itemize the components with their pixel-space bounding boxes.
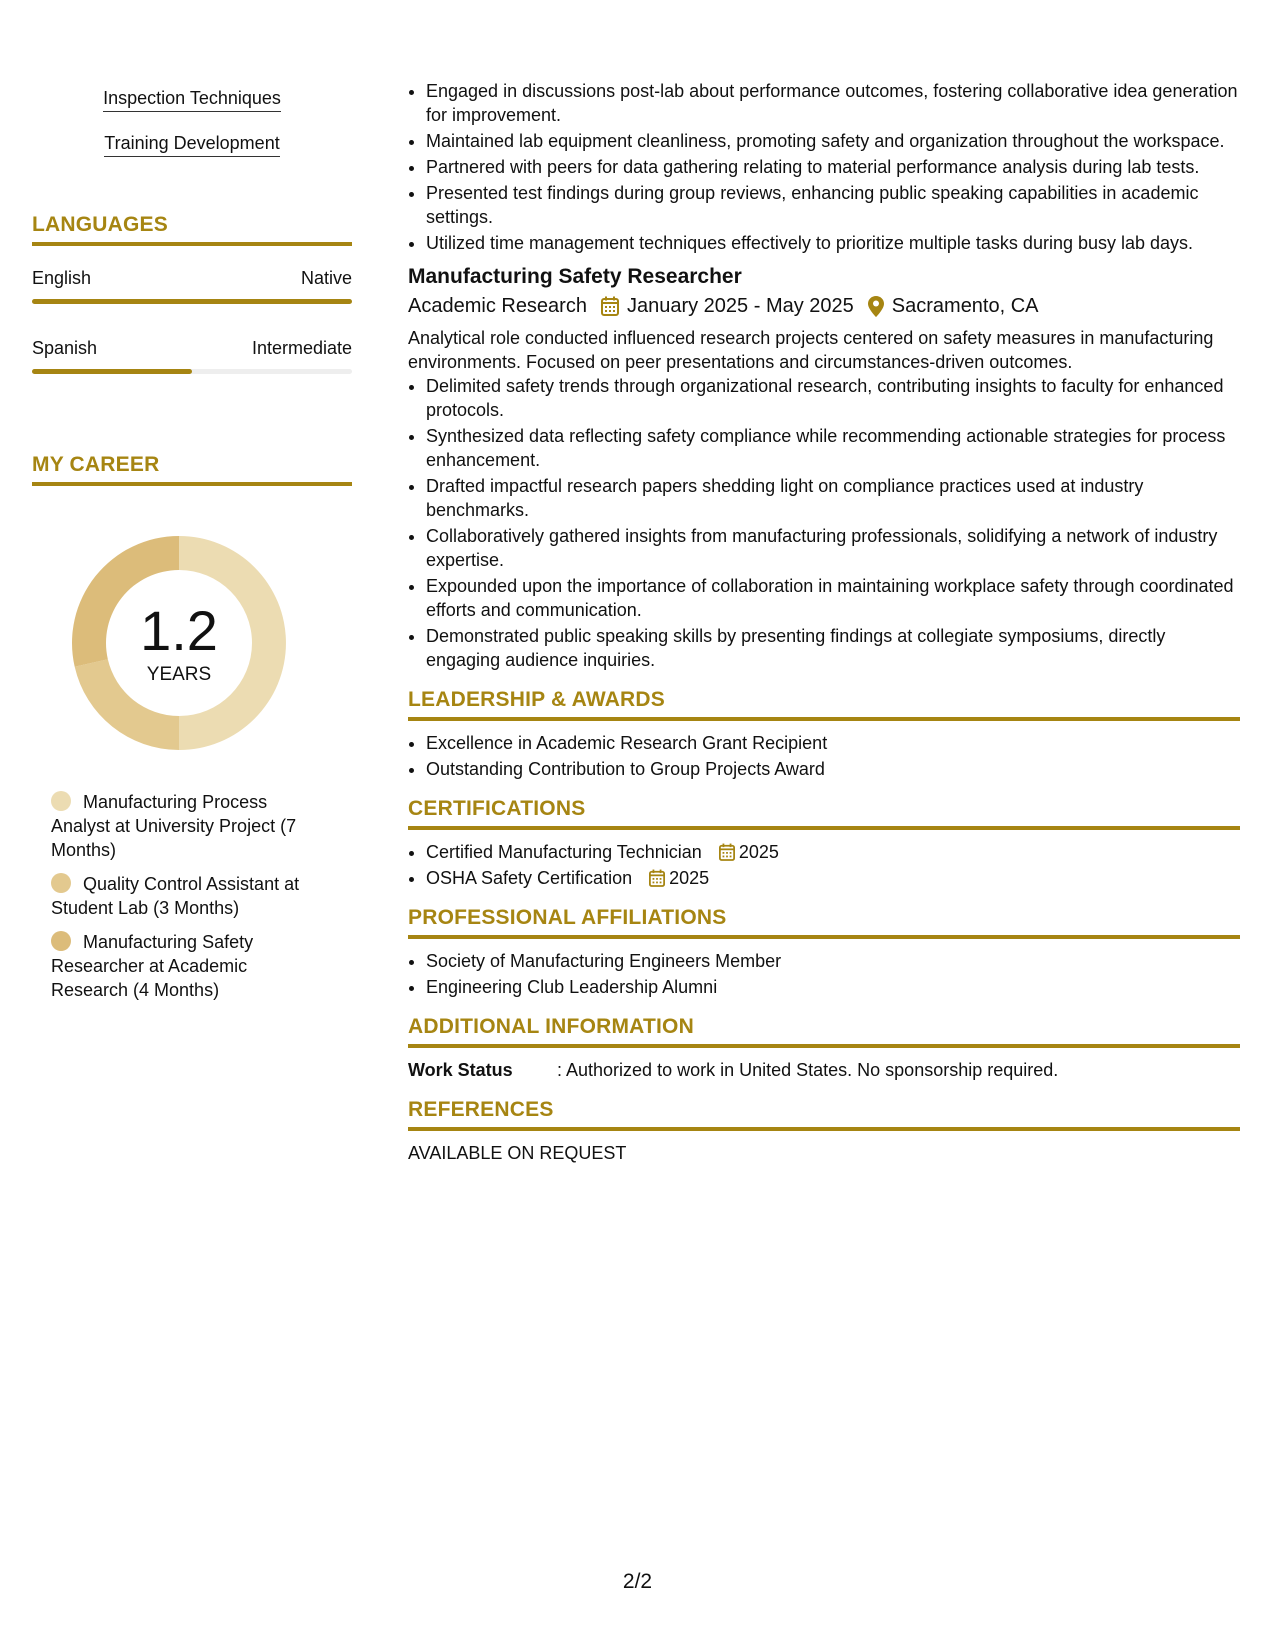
bullet-item: • Demonstrated public speaking skills by presenting findings at collegiate symposiums, directly engaging audience inquiries. bbox=[426, 624, 1240, 672]
calendar-icon bbox=[719, 843, 735, 861]
legend-label: Quality Control Assistant at Student Lab (3 Months) bbox=[51, 874, 300, 918]
references-heading: REFERENCES bbox=[408, 1098, 1240, 1131]
language-bar bbox=[32, 299, 352, 304]
award-item: • Outstanding Contribution to Group Projects Award bbox=[426, 757, 1240, 781]
certifications-section bbox=[408, 797, 1240, 890]
additional-info-heading: ADDITIONAL INFORMATION bbox=[408, 1015, 1240, 1048]
certification-item bbox=[426, 840, 1240, 864]
work-status-row bbox=[408, 1058, 1240, 1082]
bullet-item: • Utilized time management techniques effectively to prioritize multiple tasks during busy lab days. bbox=[426, 231, 1240, 255]
affiliations-section bbox=[408, 906, 1240, 999]
career-legend bbox=[51, 790, 321, 1012]
skill-label: Inspection Techniques bbox=[103, 88, 281, 112]
affiliation-item: • Society of Manufacturing Engineers Member bbox=[426, 949, 1240, 973]
calendar-icon bbox=[601, 296, 619, 316]
career-donut-chart bbox=[66, 530, 292, 756]
affiliation-item: • Engineering Club Leadership Alumni bbox=[426, 975, 1240, 999]
language-bar-fill bbox=[32, 299, 352, 304]
bullet-item: • Maintained lab equipment cleanliness, promoting safety and organization throughout the workspace. bbox=[426, 129, 1240, 153]
affiliations-heading: PROFESSIONAL AFFILIATIONS bbox=[408, 906, 1240, 939]
language-level: Native bbox=[300, 268, 352, 288]
certification-item bbox=[426, 866, 1240, 890]
legend-label: Manufacturing Process Analyst at University Project (7 Months) bbox=[51, 792, 297, 860]
job-dates: January 2025 - May 2025 bbox=[626, 295, 854, 317]
career-unit: YEARS bbox=[146, 664, 212, 685]
references-text: AVAILABLE ON REQUEST bbox=[408, 1143, 627, 1163]
legend-dot bbox=[51, 931, 71, 951]
legend-item bbox=[51, 790, 321, 862]
job-bullets bbox=[408, 374, 1240, 672]
career-total: 1.2 bbox=[140, 599, 218, 662]
previous-job-bullets bbox=[408, 79, 1240, 255]
language-name: Spanish bbox=[32, 338, 98, 358]
calendar-icon bbox=[649, 869, 665, 887]
certification-year: 2025 bbox=[738, 842, 779, 862]
job-meta bbox=[408, 294, 1240, 318]
skill-item bbox=[32, 88, 352, 112]
legend-dot bbox=[51, 873, 71, 893]
additional-info-section bbox=[408, 1015, 1240, 1082]
main-content bbox=[408, 79, 1240, 1165]
certification-name: OSHA Safety Certification bbox=[426, 868, 633, 888]
award-item: • Excellence in Academic Research Grant Recipient bbox=[426, 731, 1240, 755]
legend-item bbox=[51, 872, 321, 920]
language-level: Intermediate bbox=[251, 338, 352, 358]
bullet-item: • Collaboratively gathered insights from manufacturing professionals, solidifying a network of industry expertise. bbox=[426, 524, 1240, 572]
certification-name: Certified Manufacturing Technician bbox=[426, 842, 702, 862]
language-bar bbox=[32, 369, 352, 374]
location-pin-icon bbox=[868, 296, 884, 317]
bullet-item: • Synthesized data reflecting safety compliance while recommending actionable strategies for process enhancement. bbox=[426, 424, 1240, 472]
work-status-value: : Authorized to work in United States. No sponsorship required. bbox=[557, 1060, 1059, 1080]
leadership-heading: LEADERSHIP & AWARDS bbox=[408, 688, 1240, 721]
skill-label: Training Development bbox=[104, 133, 279, 157]
legend-item bbox=[51, 930, 321, 1002]
job-title: Manufacturing Safety Researcher bbox=[408, 265, 742, 288]
legend-label: Manufacturing Safety Researcher at Academic Research (4 Months) bbox=[51, 932, 254, 1000]
page-number: 2/2 bbox=[622, 1570, 653, 1593]
certifications-heading: CERTIFICATIONS bbox=[408, 797, 1240, 830]
career-heading: MY CAREER bbox=[32, 453, 352, 486]
language-row bbox=[32, 338, 352, 359]
work-status-label: Work Status bbox=[408, 1060, 513, 1080]
bullet-item: • Drafted impactful research papers shedding light on compliance practices used at industry benchmarks. bbox=[426, 474, 1240, 522]
legend-dot bbox=[51, 791, 71, 811]
job-description: Analytical role conducted influenced research projects centered on safety measures in manufacturing environments. Focused on peer presentations and circumstances-driven outcomes. bbox=[408, 328, 1214, 372]
language-bar-fill bbox=[32, 369, 192, 374]
bullet-item: • Expounded upon the importance of collaboration in maintaining workplace safety through coordinated efforts and communication. bbox=[426, 574, 1240, 622]
job-company: Academic Research bbox=[408, 295, 587, 317]
bullet-item: • Engaged in discussions post-lab about performance outcomes, fostering collaborative idea generation for improvement. bbox=[426, 79, 1240, 127]
references-section bbox=[408, 1098, 1240, 1165]
language-name: English bbox=[32, 268, 92, 288]
job-location: Sacramento, CA bbox=[891, 295, 1039, 317]
bullet-item: • Presented test findings during group reviews, enhancing public speaking capabilities in academic settings. bbox=[426, 181, 1240, 229]
bullet-item: • Delimited safety trends through organizational research, contributing insights to faculty for enhanced protocols. bbox=[426, 374, 1240, 422]
bullet-item: • Partnered with peers for data gathering relating to material performance analysis during lab tests. bbox=[426, 155, 1240, 179]
language-row bbox=[32, 268, 352, 289]
certification-year: 2025 bbox=[669, 868, 710, 888]
leadership-section bbox=[408, 688, 1240, 781]
skill-item bbox=[32, 133, 352, 157]
languages-heading: LANGUAGES bbox=[32, 213, 352, 246]
